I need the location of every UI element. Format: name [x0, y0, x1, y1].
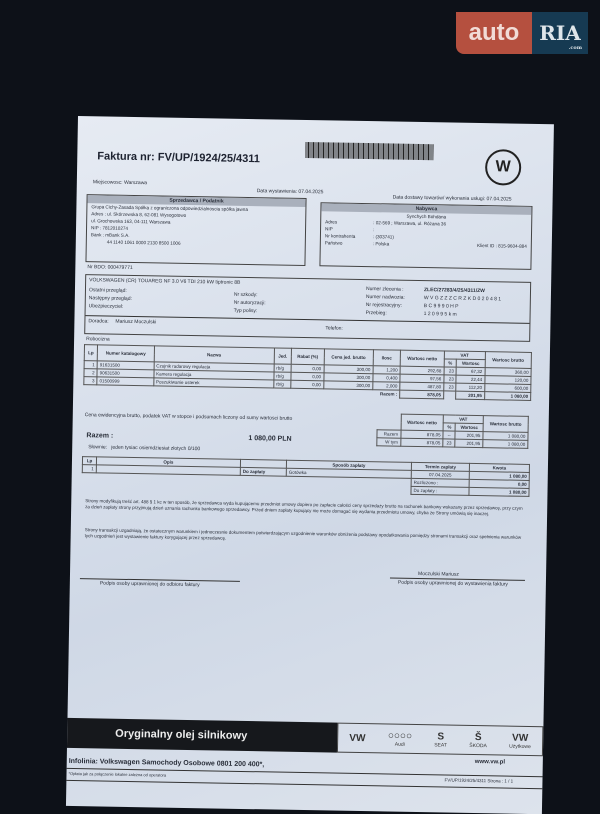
total-amount: 1 080,00 PLN	[248, 435, 292, 443]
oil-banner	[67, 718, 543, 756]
item-cell: 3	[84, 377, 97, 385]
brand-logos	[337, 723, 543, 757]
seller-box	[85, 194, 306, 266]
seller-nip-label: NIP	[91, 225, 99, 231]
mileage: 1 2 0 9 9 5 k m	[423, 311, 457, 318]
item-cell: 300,00	[323, 373, 372, 382]
website-link[interactable]: www.vw.pl	[474, 759, 506, 766]
next-review: Następny przegląd:	[88, 295, 132, 302]
item-cell: 487,80	[400, 382, 444, 391]
summary-cell: 878,05	[400, 430, 443, 439]
brand-name: ŠKODA	[469, 742, 487, 749]
issue-date: Data wystawienia: 07.04.2025	[256, 188, 324, 196]
words-label: Słownie:	[88, 444, 108, 451]
terms-2: Strony transakcji uzgadniają, że ostatecznym warunkiem i jednoczesnie dokumentem potwierdzającym uzgodnienie warunków obniżenia podstawy opodatkowania pomiędzy stronami transakcji oraz spełnienia warunków tych uzgodnień jest wystawienie faktury korygującej przez sprzedawcę.	[84, 527, 522, 541]
seller-name: Grupa Cichy-Zasada Spółka z ograniczona odpowiedzialnoscia spółka jawna	[91, 204, 248, 212]
buyer-nip: :	[373, 227, 375, 233]
item-cell: 1	[84, 361, 97, 369]
th-unit-price: Cena jed. brutto	[324, 349, 374, 366]
pay-th-due-date: Termin zapłaty	[411, 462, 469, 471]
terms-1: Strony modyfikują treść art. 488 § 1 kc w ten sposób, że sprzedawca wyda kupującemu przedmiot umowy dopiero po zapłacie całości ceny sprzedaży brutto na rachunek bankowy wskazany przez sprzedawcę, przy czym za dzień zapłaty strony przyjmują dzień uznania rachunku bankowego sprzedawcy. Przed dniem zapłaty kupujący nie może domagać się wydania przedmiotu umowy, chyba że Strony umówią się inaczej.	[85, 498, 523, 517]
watermark-sub: .com	[568, 45, 582, 51]
th-net: Wartosc netto	[400, 350, 444, 367]
item-cell: rb/g	[273, 380, 291, 388]
reg-number: B C 9 9 9 0 H P	[423, 303, 459, 310]
pay-th-lp: Lp	[82, 457, 96, 465]
buyer-addr: : 02-569 ; Warszawa, ul. Różana 36	[373, 220, 447, 227]
th-vat-rate: %	[444, 359, 457, 367]
place: Miejscowosc: Warszawa	[92, 179, 148, 187]
sign-buyer-label: Podpis osoby uprawnionej do odbioru faktury	[99, 580, 200, 589]
seller-addr: : ul. Skórzewska 8, 62-081 Wysogotowo	[104, 211, 187, 218]
vin-label: Numer nadwozia:	[365, 294, 405, 301]
item-cell: 91631500	[97, 361, 154, 370]
pay-due-date: 07.04.2025	[411, 470, 469, 479]
item-cell: 0,400	[373, 374, 400, 382]
bdo: Nr BDO: 000479771	[87, 264, 133, 271]
brand-mark: Š	[474, 731, 482, 743]
page-number: FV/UP/1924/25/4311 Strona : 1 / 1	[444, 777, 514, 784]
vehicle-model: VOLKSWAGEN (CR) TOUAREG NF 3.0 V6 TDI 210 kW tiptronic 8B	[89, 277, 241, 286]
th-gross: Wartosc brutto	[485, 352, 532, 369]
summary-cell: --	[443, 431, 455, 439]
footnote: *Opłata jak za połączenie lokalne zależna od operatora	[68, 770, 167, 778]
item-cell: Kamera regulacja	[154, 370, 274, 380]
item-cell: 23	[444, 383, 457, 391]
brand-mark: S	[437, 730, 445, 742]
seller-addr-label: Adres	[91, 211, 104, 217]
th-vat: VAT	[444, 351, 485, 360]
item-cell: 23	[444, 375, 457, 383]
total-label: Razem :	[86, 432, 114, 440]
pay-th-amount: Kwota	[469, 463, 529, 472]
th-vat-value: Wartosc	[457, 359, 485, 367]
brand-mark: VW	[349, 732, 366, 744]
buyer-addr-label: Adres	[325, 219, 338, 225]
signer-name: Moczulski Mariusz	[418, 571, 459, 578]
brand-logo-icon	[388, 730, 412, 747]
reg-label: Nr rejestracyjny:	[365, 302, 402, 309]
items-total-vat: 201,95	[456, 391, 484, 399]
invoice-title: Faktura nr: FV/UP/1924/25/4311	[97, 150, 261, 166]
invoice-paper	[66, 116, 554, 814]
summary-cell: W tym	[377, 438, 401, 446]
sum-th-rate: %	[443, 423, 455, 431]
item-cell: 01500999	[97, 377, 154, 386]
seller-account: 44 1140 1061 0000 2130 8500 1006	[106, 239, 181, 246]
buyer-contractor-label: Nr kontrahenta	[324, 233, 356, 239]
summary-cell: 23	[443, 439, 455, 447]
items-total-net: 878,05	[400, 390, 444, 399]
th-lp: Lp	[84, 345, 97, 361]
mileage-label: Przebieg:	[365, 310, 387, 317]
banner-text: Oryginalny olej silnikowy	[67, 718, 337, 753]
sum-th-value: Wartosc	[455, 423, 483, 431]
order-label: Numer zlecenia :	[365, 286, 404, 293]
pay-method: Gotówka	[286, 468, 411, 478]
hotline: Infolinia: Volkswagen Samochody Osobowe 0801 200 400*,	[68, 757, 265, 769]
item-cell: 22,44	[456, 375, 484, 383]
item-cell: 360,00	[485, 368, 531, 377]
amount-in-words: jeden tysiac osiemdziesiat złotych 0/100	[111, 444, 201, 453]
vehicle-box	[84, 274, 531, 342]
summary-row	[377, 438, 528, 449]
phone-label: Telefon:	[325, 325, 343, 332]
item-cell: 0,00	[291, 372, 323, 381]
item-cell: 1,200	[373, 366, 400, 374]
sum-th-net: Wartosc netto	[401, 414, 444, 431]
items-total-label: Razem :	[379, 391, 398, 397]
summary-cell: 1 080,00	[483, 440, 528, 449]
policy-type: Typ polisy:	[233, 307, 258, 315]
seller-addr2: ul. Grochowska 163, 04-111 Warszawa	[91, 218, 171, 225]
item-cell: 0,00	[291, 364, 323, 373]
payment-table	[81, 456, 530, 497]
sum-th-vat: VAT	[443, 415, 483, 424]
buyer-box	[319, 202, 532, 270]
item-cell: 120,00	[485, 376, 531, 385]
pay-lp: 1	[82, 465, 96, 473]
brand-name: Audi	[394, 741, 405, 748]
pay-to-pay: Do zapłaty	[240, 467, 286, 476]
item-cell: 2	[84, 369, 97, 377]
item-cell: 97,56	[400, 374, 444, 383]
pay-th-desc: Opis	[96, 457, 240, 468]
brand-name: Użytkowe	[509, 743, 531, 750]
advisor-label: Doradca:	[88, 318, 109, 325]
item-cell: 600,00	[484, 384, 530, 393]
barcode	[305, 142, 433, 160]
due-amount: 1 080,00	[469, 487, 529, 496]
item-cell: 300,00	[323, 381, 372, 390]
buyer-country: : Polska	[372, 241, 390, 247]
seller-header: Sprzedawca / Podatnik	[87, 195, 305, 207]
th-qty: Ilosc	[373, 350, 401, 366]
seller-bank-label: Bank	[90, 232, 102, 238]
price-note: Cena ewidencyjna brutto, podatek VAT w stopce i podsumach liczony od sumy wartosci brutto	[84, 412, 293, 422]
item-cell: 67,32	[456, 367, 484, 375]
seller-nip: : 7812010274	[99, 225, 129, 231]
labour-title: Robocizna	[86, 336, 110, 343]
insurer: Ubezpieczyciel:	[88, 303, 124, 310]
autoria-watermark	[456, 12, 588, 54]
brand-name: SEAT	[434, 741, 448, 749]
item-cell: Czujnik radarowy regulacja	[154, 362, 274, 372]
summary-cell: Razem	[377, 430, 401, 438]
order-number: ZLEC/27283/4/25/4311/ZW	[423, 287, 485, 295]
item-cell: 112,20	[456, 383, 484, 391]
item-cell: 300,00	[324, 365, 373, 374]
brand-logo-icon	[469, 731, 487, 748]
pay-th-method: Sposób zapłaty	[286, 460, 411, 470]
brand-mark: VW	[512, 732, 529, 744]
brand-logo-icon	[509, 732, 531, 749]
watermark-ria-text: RIA	[539, 21, 581, 45]
items-table	[83, 344, 532, 401]
summary-cell: 1 080,00	[483, 432, 528, 441]
advisor: Mariusz Moczulski	[115, 318, 157, 326]
brand-logo-icon	[434, 731, 447, 748]
brand-logo-icon	[349, 732, 365, 743]
watermark-ria	[532, 12, 588, 54]
sum-th-gross: Wartosc brutto	[483, 416, 528, 433]
th-catalog: Numer katalogowy	[97, 345, 154, 362]
settled-amount: 0,00	[469, 479, 529, 488]
pay-amount: 1 080,00	[469, 471, 529, 480]
buyer-contractor: : (303741)	[372, 234, 394, 240]
buyer-header: Nabywca	[321, 203, 531, 215]
due-label: Do zapłaty :	[411, 486, 469, 495]
settled-label: Rozliczono :	[411, 478, 469, 487]
summary-cell: 878,05	[400, 438, 443, 447]
item-cell: Poszukiwanie usterek	[153, 378, 273, 388]
damage-no: Nr szkody:	[233, 291, 258, 299]
last-review: Ostatni przegląd:	[88, 287, 127, 294]
item-cell: 0,00	[291, 380, 323, 389]
buyer-client-id: Klient ID : 815-9604-884	[476, 242, 527, 249]
brand-mark: ○○○○	[387, 730, 413, 742]
items-total-gross: 1 080,00	[484, 392, 530, 401]
item-cell: 90631500	[97, 369, 154, 378]
seller-bank: : mBank S.A.	[102, 232, 130, 238]
vin: W V G Z Z Z C R Z K D 0 2 0 4 8 1	[423, 295, 502, 303]
item-cell: rb/g	[274, 364, 292, 372]
auth-no: Nr autoryzacji:	[233, 299, 266, 307]
item-cell: 23	[444, 367, 457, 375]
th-unit: Jed.	[274, 348, 292, 364]
th-discount: Rabat (%)	[291, 348, 324, 365]
th-name: Nazwa	[154, 346, 274, 364]
summary-cell: 201,95	[455, 431, 483, 439]
item-cell: rb/g	[274, 372, 292, 380]
item-cell: 2,000	[373, 382, 400, 390]
buyer-name: Synchych Bohdana	[406, 213, 447, 220]
vw-logo-icon: W	[485, 149, 522, 186]
buyer-country-label: Państwo	[324, 240, 343, 246]
delivery-date: Data dostawy towarów/ wykonania usługi: 07.04.2025	[392, 194, 512, 203]
sign-seller-label: Podpis osoby uprawnionej do wystawienia faktury	[397, 579, 509, 588]
watermark-auto: auto	[456, 12, 532, 54]
buyer-nip-label: NIP	[325, 226, 333, 232]
summary-cell: 201,95	[455, 439, 483, 447]
summary-table	[376, 413, 529, 449]
item-cell: 292,68	[400, 366, 444, 375]
